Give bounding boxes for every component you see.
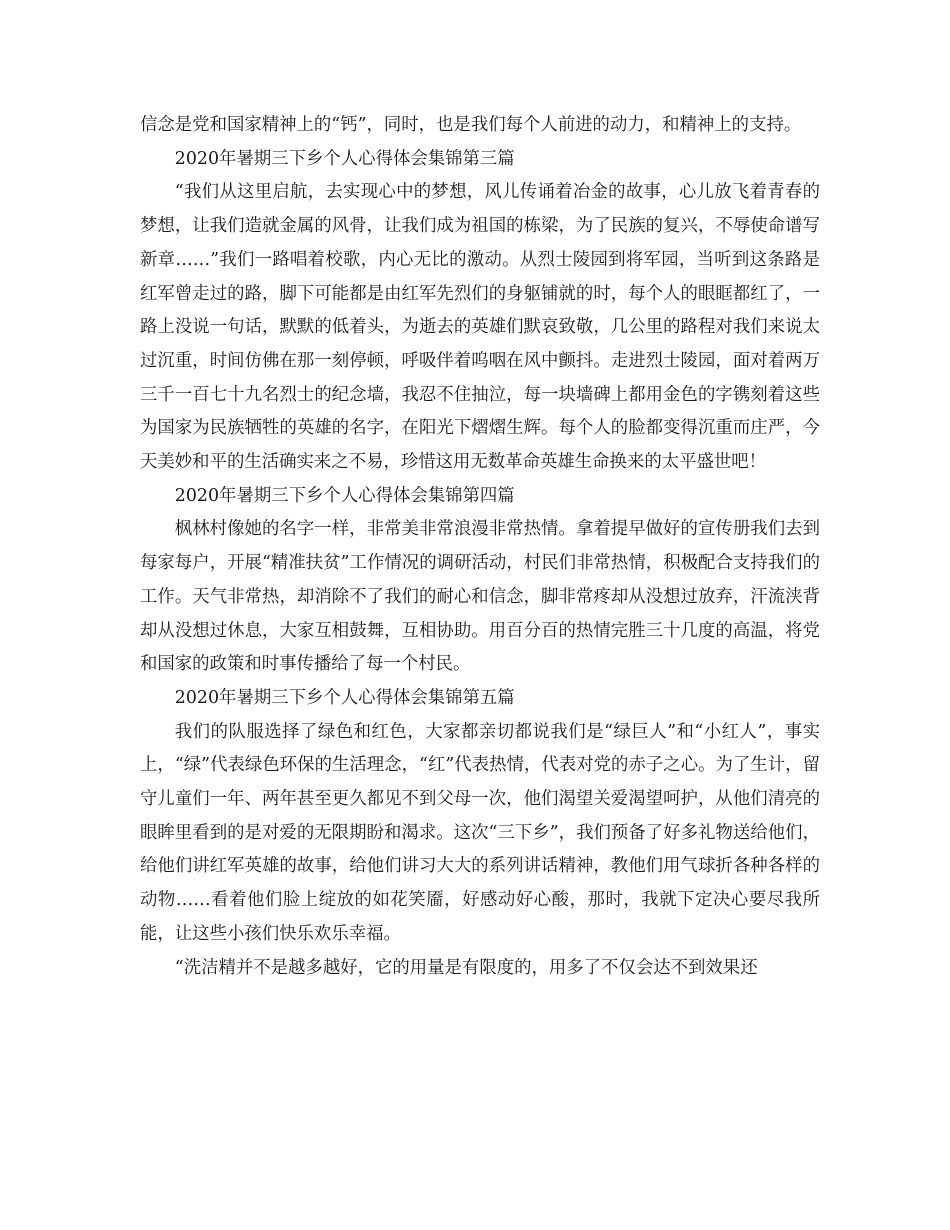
heading-part-three: 2020年暑期三下乡个人心得体会集锦第三篇: [174, 148, 515, 169]
paragraph-part-four: 枫林村像她的名字一样，非常美非常浪漫非常热情。拿着提早做好的宣传册我们去到每家每户，开展“精准扶贫”工作情况的调研活动，村民们非常热情，积极配合支持我们的工作。天气非常热，却消除不了我们的耐心和信念，脚非常疼却从没想过放弃，汗流浃背却从没想过休息，大家互相鼓舞，互相协助。用百分百的热情完胜三十几度的高温，将党和国家的政策和时事传播给了每一个村民。: [140, 519, 820, 675]
paragraph-part-five: 我们的队服选择了绿色和红色，大家都亲切都说我们是“绿巨人”和“小红人”，事实上，“绿”代表绿色环保的生活理念，“红”代表热情，代表对党的赤子之心。为了生计，留守儿童们一年、两年甚至更久都见不到父母一次，他们渴望关爱渴望呵护，从他们清亮的眼眸里看到的是对爱的无限期盼和渴求。这次“三下乡”，我们预备了好多礼物送给他们，给他们讲红军英雄的故事，给他们讲习大大的系列讲话精神，教他们用气球折各种各样的动物……看着他们脸上绽放的如花笑靥，好感动好心酸，那时，我就下定决心要尽我所能，让这些小孩们快乐欢乐幸福。: [140, 721, 820, 944]
paragraph-part-three: “我们从这里启航，去实现心中的梦想，风儿传诵着冶金的故事，心儿放飞着青春的梦想，让我们造就金属的风骨，让我们成为祖国的栋梁，为了民族的复兴，不辱使命谱写新章……”我们一路唱着校歌，内心无比的激动。从烈士陵园到将军园，当听到这条路是红军曾走过的路，脚下可能都是由红军先烈们的身躯铺就的时，每个人的眼眶都红了，一路上没说一句话，默默的低着头，为逝去的英雄们默哀致敬，几公里的路程对我们来说太过沉重，时间仿佛在那一刻停顿，呼吸伴着呜咽在风中颤抖。走进烈士陵园，面对着两万三千一百七十九名烈士的纪念墙，我忍不住抽泣，每一块墙碑上都用金色的字镌刻着这些为国家为民族牺牲的英雄的名字，在阳光下熠熠生辉。每个人的脸都变得沉重而庄严，今天美妙和平的生活确实来之不易，珍惜这用无数革命英雄生命换来的太平盛世吧！: [140, 182, 820, 473]
document-page: [140, 109, 820, 985]
paragraph-continuation: “洗洁精并不是越多越好，它的用量是有限度的，用多了不仅会达不到效果还: [174, 957, 758, 978]
heading-part-five: 2020年暑期三下乡个人心得体会集锦第五篇: [174, 687, 515, 708]
heading-part-four: 2020年暑期三下乡个人心得体会集锦第四篇: [174, 485, 515, 506]
paragraph-intro: 信念是党和国家精神上的“钙”，同时，也是我们每个人前进的动力，和精神上的支持。: [140, 115, 802, 135]
